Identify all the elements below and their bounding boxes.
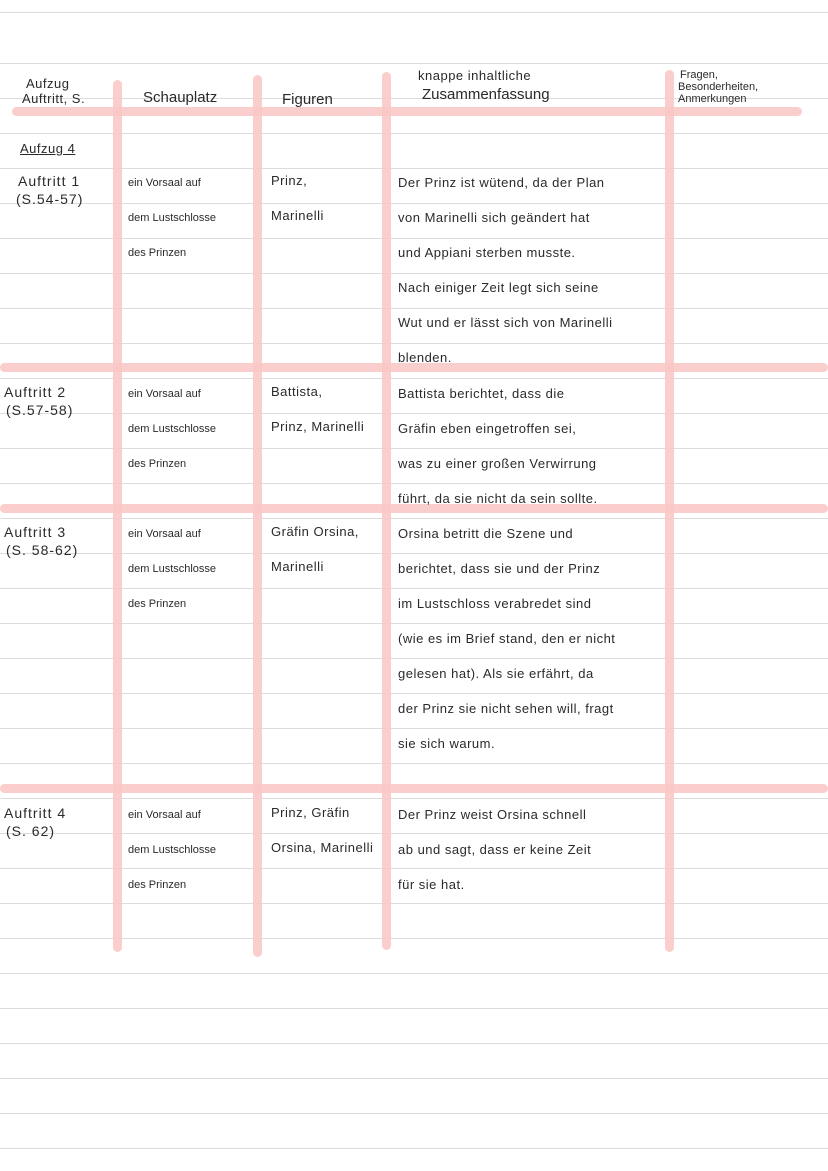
column-divider: [253, 75, 262, 957]
schauplatz-line: des Prinzen: [128, 598, 187, 610]
schauplatz-line: dem Lustschlosse: [128, 212, 217, 224]
schauplatz-line: ein Vorsaal auf: [128, 528, 201, 540]
summary-line: Gräfin eben eingetroffen sei,: [398, 421, 577, 436]
summary-line: Orsina betritt die Szene und: [398, 526, 574, 541]
summary-line: Wut und er lässt sich von Marinelli: [398, 315, 613, 330]
figuren-line: Orsina, Marinelli: [271, 840, 374, 855]
section-title: Aufzug 4: [20, 141, 76, 156]
schauplatz-line: des Prinzen: [128, 879, 187, 891]
page-range: (S. 58-62): [6, 542, 79, 558]
figuren-line: Marinelli: [271, 208, 324, 223]
schauplatz-line: des Prinzen: [128, 247, 187, 259]
header-schauplatz: Schauplatz: [143, 89, 218, 106]
summary-line: im Lustschloss verabredet sind: [398, 596, 592, 611]
summary-line: von Marinelli sich geändert hat: [398, 210, 590, 225]
header-notes-line2: Besonderheiten,: [678, 81, 759, 93]
figuren-line: Battista,: [271, 384, 323, 399]
header-figuren: Figuren: [282, 91, 333, 108]
summary-line: was zu einer großen Verwirrung: [398, 456, 597, 471]
auftritt-label: Auftritt 3: [4, 524, 67, 540]
schauplatz-line: ein Vorsaal auf: [128, 809, 201, 821]
header-aufzug: Aufzug: [26, 76, 70, 91]
schauplatz-line: ein Vorsaal auf: [128, 177, 201, 189]
figuren-line: Prinz,: [271, 173, 308, 188]
summary-line: berichtet, dass sie und der Prinz: [398, 561, 601, 576]
auftritt-label: Auftritt 4: [4, 805, 67, 821]
row-divider: [0, 784, 828, 793]
figuren-line: Prinz, Marinelli: [271, 419, 365, 434]
column-divider: [113, 80, 122, 952]
summary-line: führt, da sie nicht da sein sollte.: [398, 491, 598, 506]
summary-line: Nach einiger Zeit legt sich seine: [398, 280, 599, 295]
schauplatz-line: dem Lustschlosse: [128, 563, 217, 575]
header-notes-line1: Fragen,: [680, 69, 718, 81]
summary-line: für sie hat.: [398, 877, 465, 892]
summary-line: Der Prinz weist Orsina schnell: [398, 807, 587, 822]
figuren-line: Gräfin Orsina,: [271, 524, 359, 539]
schauplatz-line: dem Lustschlosse: [128, 423, 217, 435]
schauplatz-line: des Prinzen: [128, 458, 187, 470]
header-notes-line3: Anmerkungen: [678, 93, 747, 105]
summary-line: gelesen hat). Als sie erfährt, da: [398, 666, 594, 681]
schauplatz-line: ein Vorsaal auf: [128, 388, 201, 400]
page-range: (S. 62): [6, 823, 56, 839]
header-underline: [12, 107, 802, 116]
schauplatz-line: dem Lustschlosse: [128, 844, 217, 856]
summary-line: und Appiani sterben musste.: [398, 245, 576, 260]
header-summary-line2: Zusammenfassung: [422, 86, 550, 103]
figuren-line: Marinelli: [271, 559, 324, 574]
summary-line: ab und sagt, dass er keine Zeit: [398, 842, 592, 857]
page-range: (S.57-58): [6, 402, 74, 418]
page-range: (S.54-57): [16, 191, 84, 207]
auftritt-label: Auftritt 1: [18, 173, 81, 189]
header-summary-line1: knappe inhaltliche: [418, 68, 532, 83]
auftritt-label: Auftritt 2: [4, 384, 67, 400]
summary-line: (wie es im Brief stand, den er nicht: [398, 631, 616, 646]
summary-line: Battista berichtet, dass die: [398, 386, 565, 401]
figuren-line: Prinz, Gräfin: [271, 805, 350, 820]
summary-line: Der Prinz ist wütend, da der Plan: [398, 175, 605, 190]
header-auftritt: Auftritt, S.: [22, 91, 86, 106]
summary-line: der Prinz sie nicht sehen will, fragt: [398, 701, 614, 716]
summary-line: blenden.: [398, 350, 452, 365]
summary-line: sie sich warum.: [398, 736, 496, 751]
